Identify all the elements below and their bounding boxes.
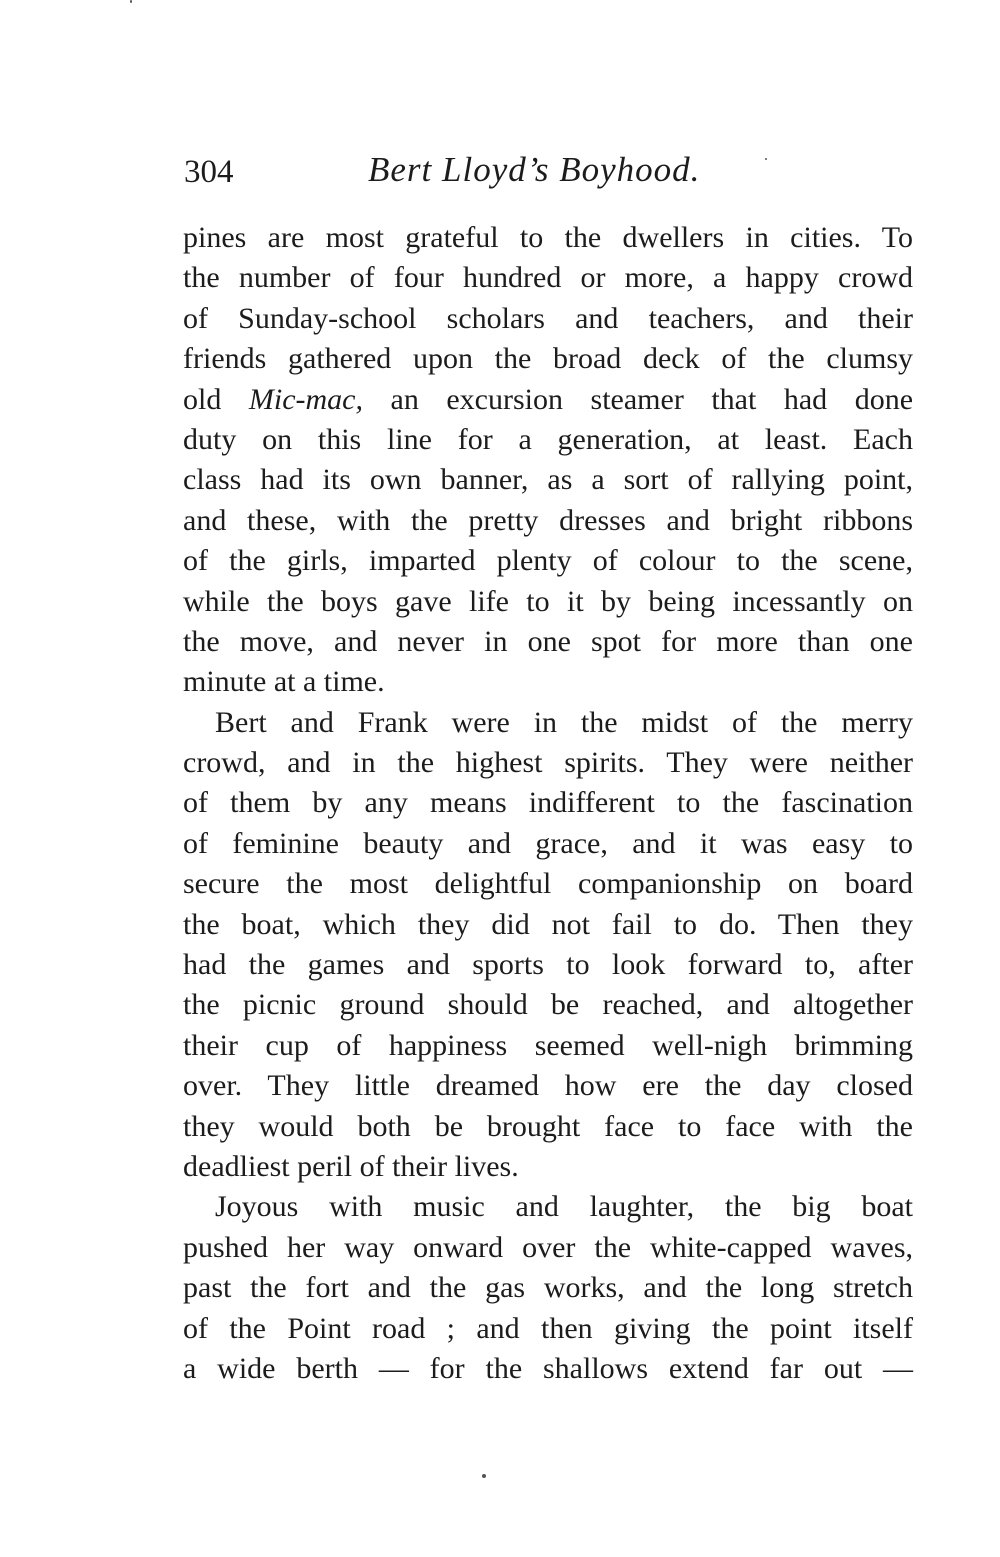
text-line: minute at a time. <box>183 665 385 699</box>
text-line: past the fort and the gas works, and the long stretch <box>183 1271 913 1305</box>
text-line: their cup of happiness seemed well-nigh brimming <box>183 1028 913 1062</box>
text-line: of feminine beauty and grace, and it was easy to <box>183 826 913 860</box>
text-line: crowd, and in the highest spirits. They were neither <box>183 746 913 780</box>
page-number: 304 <box>184 154 234 190</box>
paragraph <box>183 1187 913 1389</box>
paragraph <box>183 703 913 1188</box>
text-line: pushed her way onward over the white-capped waves, <box>183 1230 913 1264</box>
text-line: and these, with the pretty dresses and bright ribbons <box>183 503 913 537</box>
paragraph <box>183 218 913 703</box>
text-line: of them by any means indifferent to the fascination <box>183 786 913 820</box>
body-text <box>183 218 913 1389</box>
text-line: pines are most grateful to the dwellers in cities. To <box>183 221 913 254</box>
text-line: secure the most delightful companionship on board <box>183 867 913 901</box>
italic-ship-name: Mic-mac, <box>248 382 363 416</box>
text-line: of the Point road ; and then giving the point itself <box>183 1311 913 1345</box>
text-line: had the games and sports to look forward to, after <box>183 948 913 982</box>
text-line: they would both be brought face to face with the <box>183 1109 913 1143</box>
text-line: the picnic ground should be reached, and altogether <box>183 988 913 1022</box>
print-speck <box>130 0 132 3</box>
text-line: the move, and never in one spot for more than one <box>183 624 913 658</box>
text-line: friends gathered upon the broad deck of the clumsy <box>183 342 913 376</box>
text-line: the boat, which they did not fail to do. Then they <box>183 907 913 941</box>
text-line: duty on this line for a generation, at least. Each <box>183 422 913 456</box>
text-line: deadliest peril of their lives. <box>183 1149 519 1183</box>
text-line: Joyous with music and laughter, the big boat <box>215 1190 913 1224</box>
text-line: of Sunday-school scholars and teachers, and their <box>183 301 913 335</box>
running-title: Bert Lloyd’s Boyhood. <box>368 150 701 189</box>
text-line: a wide berth — for the shallows extend far out — <box>183 1351 913 1385</box>
text-line: class had its own banner, as a sort of rallying point, <box>183 463 913 497</box>
text-line: over. They little dreamed how ere the day closed <box>183 1069 913 1103</box>
text-line: the number of four hundred or more, a happy crowd <box>183 261 913 295</box>
text-line: while the boys gave life to it by being incessantly on <box>183 584 913 618</box>
print-speck <box>765 158 767 160</box>
text-line: old Mic-mac, an excursion steamer that had done <box>183 382 914 416</box>
print-speck <box>482 1474 486 1478</box>
text-line: of the girls, imparted plenty of colour to the scene, <box>183 544 913 578</box>
text-line: Bert and Frank were in the midst of the merry <box>215 705 913 739</box>
